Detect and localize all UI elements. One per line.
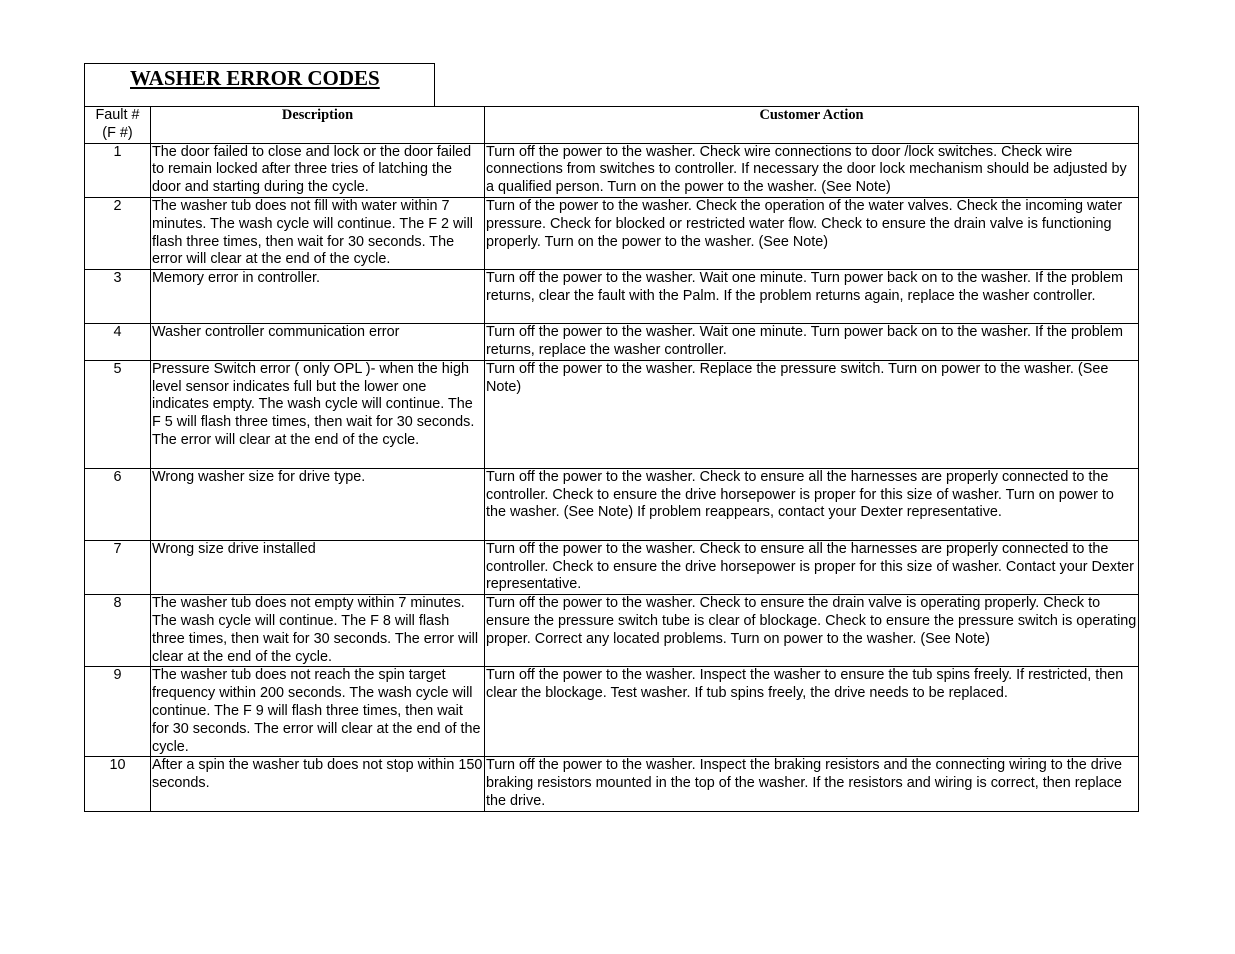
table-body bbox=[85, 143, 1139, 811]
fault-description: The washer tub does not empty within 7 minutes. The wash cycle will continue. The F 8 will flash three times, then wait for 30 seconds. The error will clear at the end of the cycle. bbox=[151, 595, 485, 667]
fault-description: Pressure Switch error ( only OPL )- when the high level sensor indicates full but the lower one indicates empty. The wash cycle will continue. The F 5 will flash three times, then wait for 30 seconds. The error will clear at the end of the cycle. bbox=[151, 360, 485, 468]
title-box bbox=[84, 63, 435, 106]
customer-action: Turn off the power to the washer. Inspect the braking resistors and the connecting wiring to the drive braking resistors mounted in the top of the washer. If the resistors and wiring is correct, then replace the drive. bbox=[485, 757, 1139, 811]
fault-description: After a spin the washer tub does not stop within 150 seconds. bbox=[151, 757, 485, 811]
customer-action: Turn off the power to the washer. Check wire connections to door /lock switches. Check wire connections from switches to controller. If necessary the door lock mechanism should be adjusted by a qualified person. Turn on the power to the washer. (See Note) bbox=[485, 143, 1139, 197]
fault-number: 7 bbox=[85, 540, 151, 594]
fault-number: 1 bbox=[85, 143, 151, 197]
fault-header-line1: Fault # bbox=[95, 107, 140, 123]
error-codes-table bbox=[84, 106, 1139, 812]
table-row bbox=[85, 143, 1139, 197]
fault-description: The door failed to close and lock or the door failed to remain locked after three tries of latching the door and starting during the cycle. bbox=[151, 143, 485, 197]
fault-number: 5 bbox=[85, 360, 151, 468]
fault-description: The washer tub does not fill with water within 7 minutes. The wash cycle will continue. The F 2 will flash three times, then wait for 30 seconds. The error will clear at the end of the cycle. bbox=[151, 197, 485, 269]
table-row bbox=[85, 540, 1139, 594]
page-title: WASHER ERROR CODES bbox=[130, 66, 380, 90]
fault-number: 2 bbox=[85, 197, 151, 269]
fault-number: 8 bbox=[85, 595, 151, 667]
customer-action: Turn off the power to the washer. Check to ensure the drain valve is operating properly. Check to ensure the pressure switch tube is clear of blockage. Check to ensure the pressure switch is operating proper. Correct any located problems. Turn on power to the washer. (See Note) bbox=[485, 595, 1139, 667]
table-row bbox=[85, 197, 1139, 269]
table-row bbox=[85, 667, 1139, 757]
fault-number: 3 bbox=[85, 270, 151, 324]
fault-number: 9 bbox=[85, 667, 151, 757]
fault-number: 6 bbox=[85, 468, 151, 540]
customer-action: Turn off the power to the washer. Wait one minute. Turn power back on to the washer. If the problem returns, clear the fault with the Palm. If the problem returns again, replace the washer controller. bbox=[485, 270, 1139, 324]
customer-action: Turn of the power to the washer. Check the operation of the water valves. Check the incoming water pressure. Check for blocked or restricted water flow. Check to ensure the drain valve is functioning properly. Turn on the power to the washer. (See Note) bbox=[485, 197, 1139, 269]
fault-number: 10 bbox=[85, 757, 151, 811]
fault-description: The washer tub does not reach the spin target frequency within 200 seconds. The wash cycle will continue. The F 9 will flash three times, then wait for 30 seconds. The error will clear at the end of the cycle. bbox=[151, 667, 485, 757]
fault-number: 4 bbox=[85, 324, 151, 361]
customer-action: Turn off the power to the washer. Replace the pressure switch. Turn on power to the washer. (See Note) bbox=[485, 360, 1139, 468]
table-row bbox=[85, 757, 1139, 811]
table-row bbox=[85, 360, 1139, 468]
fault-description: Wrong washer size for drive type. bbox=[151, 468, 485, 540]
fault-description: Memory error in controller. bbox=[151, 270, 485, 324]
customer-action: Turn off the power to the washer. Check to ensure all the harnesses are properly connected to the controller. Check to ensure the drive horsepower is proper for this size of washer. Turn on power to the washer. (See Note) If problem reappears, contact your Dexter representative. bbox=[485, 468, 1139, 540]
customer-action: Turn off the power to the washer. Inspect the washer to ensure the tub spins freely. If restricted, then clear the blockage. Test washer. If tub spins freely, the drive needs to be replaced. bbox=[485, 667, 1139, 757]
action-column-header: Customer Action bbox=[485, 107, 1139, 144]
description-column-header: Description bbox=[151, 107, 485, 144]
fault-header-line2: (F #) bbox=[102, 124, 133, 141]
customer-action: Turn off the power to the washer. Check to ensure all the harnesses are properly connected to the controller. Check to ensure the drive horsepower is proper for this size of washer. Contact your Dexter representative. bbox=[485, 540, 1139, 594]
table-header-row bbox=[85, 107, 1139, 144]
fault-description: Washer controller communication error bbox=[151, 324, 485, 361]
table-row bbox=[85, 270, 1139, 324]
fault-column-header bbox=[85, 107, 151, 144]
customer-action: Turn off the power to the washer. Wait one minute. Turn power back on to the washer. If the problem returns, replace the washer controller. bbox=[485, 324, 1139, 361]
fault-description: Wrong size drive installed bbox=[151, 540, 485, 594]
table-row bbox=[85, 595, 1139, 667]
table-row bbox=[85, 468, 1139, 540]
table-row bbox=[85, 324, 1139, 361]
